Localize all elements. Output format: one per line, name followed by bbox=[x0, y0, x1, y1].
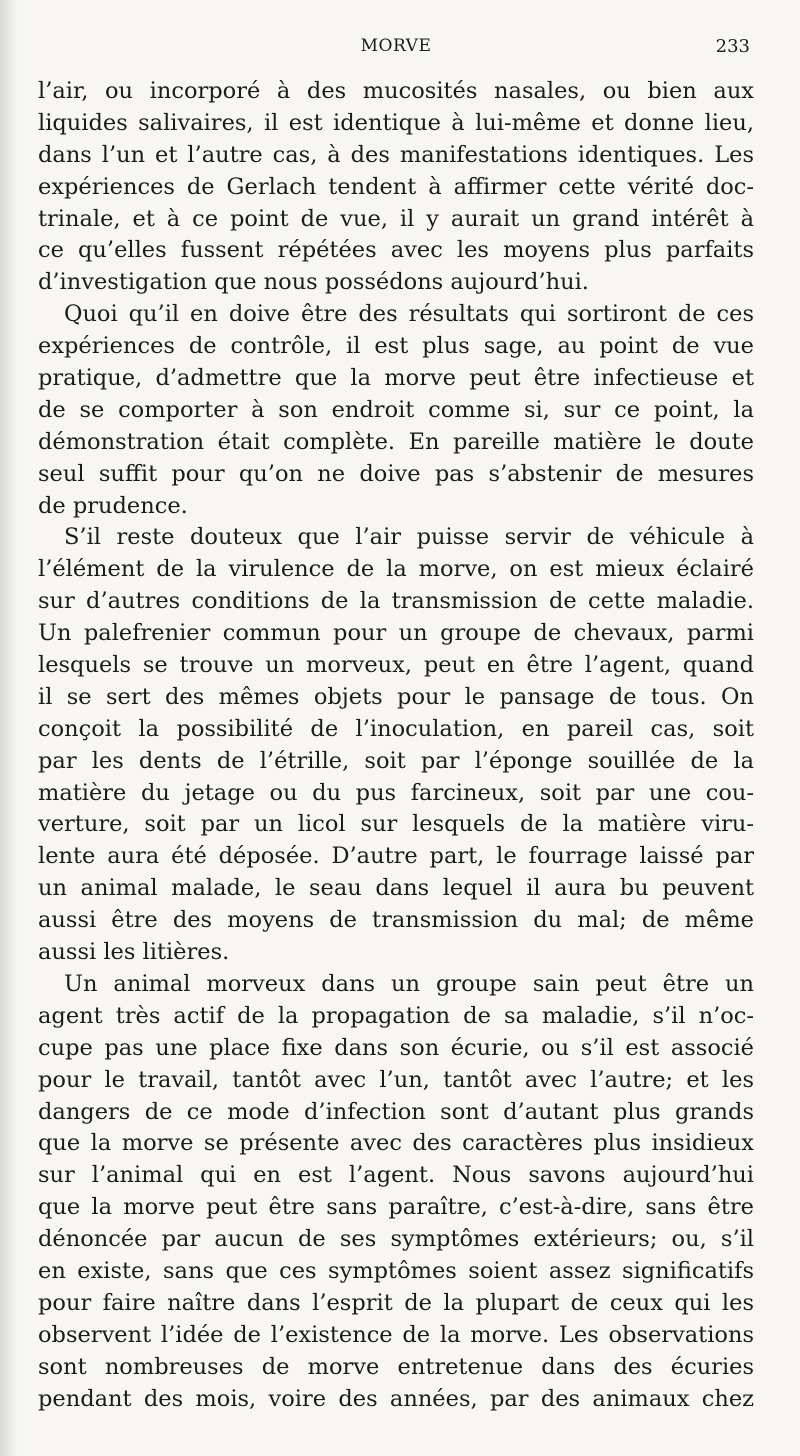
page-gutter-shadow bbox=[0, 0, 18, 1456]
page-header bbox=[38, 34, 754, 60]
text-line: conçoit la possibilité de l’inoculation, en pareil cas, soit bbox=[38, 715, 754, 742]
text-line: lesquels se trouve un morveux, peut en être l’agent, quand bbox=[38, 652, 754, 679]
text-line: de prudence. bbox=[38, 492, 188, 519]
text-line: trinale, et à ce point de vue, il y aurait un grand intérêt à bbox=[38, 205, 754, 232]
text-line: lente aura été déposée. D’autre part, le fourrage laissé par bbox=[38, 843, 754, 870]
text-line: seul suffit pour qu’on ne doive pas s’abstenir de mesures bbox=[38, 460, 754, 487]
text-line: sont nombreuses de morve entretenue dans des écuries bbox=[38, 1353, 754, 1380]
text-line: il se sert des mêmes objets pour le pansage de tous. On bbox=[38, 683, 754, 710]
text-line: ce qu’elles fussent répétées avec les moyens plus parfaits bbox=[38, 237, 754, 264]
text-line: pour le travail, tantôt avec l’un, tantôt avec l’autre; et les bbox=[38, 1066, 754, 1093]
text-line: par les dents de l’étrille, soit par l’éponge souillée de la bbox=[38, 747, 754, 774]
text-line: expériences de contrôle, il est plus sage, au point de vue bbox=[38, 333, 754, 360]
text-line: pratique, d’admettre que la morve peut être infectieuse et bbox=[38, 365, 754, 392]
text-line: l’air, ou incorporé à des mucosités nasales, ou bien aux bbox=[38, 78, 754, 104]
text-line: de se comporter à son endroit comme si, sur ce point, la bbox=[38, 396, 754, 423]
text-line: que la morve peut être sans paraître, c’est-à-dire, sans être bbox=[38, 1194, 754, 1221]
text-line: S’il reste douteux que l’air puisse servir de véhicule à bbox=[64, 524, 754, 551]
text-line: en existe, sans que ces symptômes soient assez significatifs bbox=[38, 1257, 754, 1284]
text-line: dénoncée par aucun de ses symptômes extérieurs; ou, s’il bbox=[38, 1226, 754, 1253]
page-number: 233 bbox=[715, 36, 750, 57]
text-line: pendant des mois, voire des années, par des animaux chez bbox=[38, 1385, 754, 1412]
text-line: dangers de ce mode d’infection sont d’autant plus grands bbox=[38, 1098, 754, 1125]
text-line: Quoi qu’il en doive être des résultats qui sortiront de ces bbox=[64, 301, 754, 328]
text-line: dans l’un et l’autre cas, à des manifestations identiques. Les bbox=[38, 141, 754, 168]
text-line: un animal malade, le seau dans lequel il aura bu peuvent bbox=[38, 875, 754, 902]
text-line: liquides salivaires, il est identique à lui-même et donne lieu, bbox=[38, 109, 754, 136]
text-line: que la morve se présente avec des caractères plus insidieux bbox=[38, 1130, 754, 1157]
text-line: d’investigation que nous possédons aujourd’hui. bbox=[38, 269, 589, 296]
text-line: aussi les litières. bbox=[38, 939, 230, 966]
text-line: Un palefrenier commun pour un groupe de chevaux, parmi bbox=[38, 620, 754, 647]
text-line: agent très actif de la propagation de sa maladie, s’il n’oc- bbox=[38, 1002, 754, 1029]
text-line: Un animal morveux dans un groupe sain peut être un bbox=[64, 970, 754, 997]
text-line: cupe pas une place fixe dans son écurie, ou s’il est associé bbox=[38, 1034, 754, 1061]
text-line: pour faire naître dans l’esprit de la plupart de ceux qui les bbox=[38, 1289, 754, 1316]
text-line: aussi être des moyens de transmission du mal; de même bbox=[38, 907, 754, 934]
text-line: verture, soit par un licol sur lesquels de la matière viru- bbox=[38, 811, 754, 838]
text-line: sur d’autres conditions de la transmission de cette maladie. bbox=[38, 588, 754, 615]
text-line: observent l’idée de l’existence de la morve. Les observations bbox=[38, 1321, 754, 1348]
running-title: MORVE bbox=[360, 36, 432, 56]
text-body bbox=[38, 76, 754, 1415]
text-line: l’élément de la virulence de la morve, on est mieux éclairé bbox=[38, 556, 754, 583]
text-line: expériences de Gerlach tendent à affirmer cette vérité doc- bbox=[38, 173, 754, 200]
text-line: sur l’animal qui en est l’agent. Nous savons aujourd’hui bbox=[38, 1162, 754, 1189]
text-line: matière du jetage ou du pus farcineux, soit par une cou- bbox=[38, 779, 754, 806]
text-line: démonstration était complète. En pareille matière le doute bbox=[38, 428, 754, 455]
